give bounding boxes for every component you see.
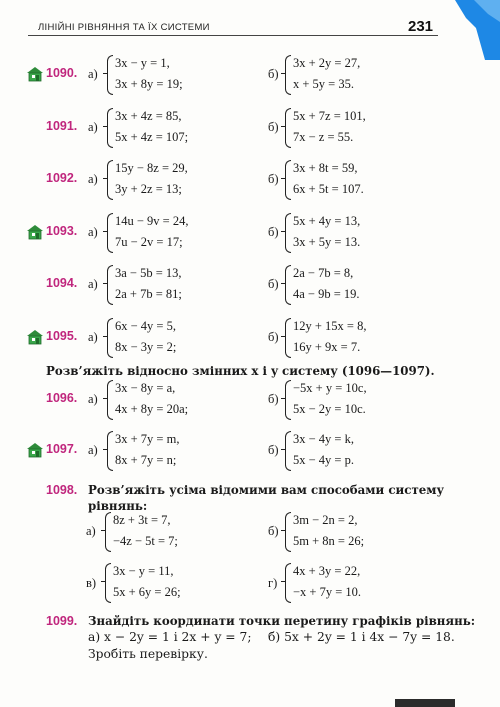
home-work-icon <box>26 224 43 240</box>
system-1098-v: 3x − y = 11, 5x + 6y = 26; <box>105 561 181 603</box>
part-g-label: г) <box>268 576 278 590</box>
problem-number: 1094. <box>46 276 78 290</box>
chapter-title: ЛІНІЙНІ РІВНЯННЯ ТА ЇХ СИСТЕМИ <box>38 22 210 33</box>
page-number: 231 <box>408 18 434 35</box>
system-part-b: −5x + y = 10c, 5x − 2y = 10c. <box>285 378 367 420</box>
problem-number: 1096. <box>46 391 78 405</box>
system-part-b: 3x − 4y = k, 5x − 4y = p. <box>285 429 354 471</box>
system-part-a: 3x + 7y = m, 8x + 7y = n; <box>107 429 179 471</box>
problem-1098-text-line1: Розв’яжіть усіма відомими вам способами систему <box>88 483 445 497</box>
system-1098-a: 8z + 3t = 7, −4z − 5t = 7; <box>105 510 178 552</box>
part-b-label: б) <box>268 119 279 134</box>
instruction-1096-1097: Розв’яжіть відносно змінних x і y систему (1096—1097). <box>46 364 435 378</box>
part-b-label: б) <box>268 524 279 538</box>
part-a-label: а) <box>88 392 98 406</box>
system-part-a: 14u − 9v = 24, 7u − 2v = 17; <box>107 211 188 253</box>
part-a-label: а) <box>88 329 98 344</box>
home-work-icon <box>26 442 43 458</box>
problem-1099-text-line3: Зробіть перевірку. <box>88 647 208 661</box>
system-part-b: 3x + 2y = 27, x + 5y = 35. <box>285 53 360 95</box>
problem-number: 1095. <box>46 328 78 343</box>
system-part-a: 3x + 4z = 85, 5x + 4z = 107; <box>107 106 188 148</box>
part-a-label: а) <box>88 119 98 134</box>
part-b-label: б) <box>268 277 279 291</box>
part-b-label: б) <box>268 172 279 186</box>
problem-number: 1090. <box>46 66 78 80</box>
part-v-label: в) <box>86 576 97 590</box>
system-part-a: 6x − 4y = 5, 8x − 3y = 2; <box>107 316 176 358</box>
problem-1099-text-line1: Знайдіть координати точки перетину графіків рівнянь: <box>88 614 476 628</box>
part-a-label: а) <box>88 172 98 186</box>
part-b-label: б) <box>268 329 279 344</box>
problem-number: 1097. <box>46 442 78 456</box>
part-a-label: а) <box>88 224 98 239</box>
corner-decoration <box>430 0 500 60</box>
part-b-label: б) <box>268 224 279 239</box>
header-rule <box>28 35 438 36</box>
problem-number: 1092. <box>46 171 78 185</box>
part-b-label: б) <box>268 67 279 81</box>
system-part-a: 15y − 8z = 29, 3y + 2z = 13; <box>107 158 188 200</box>
part-b-label: б) <box>268 443 279 457</box>
system-part-b: 3x + 8t = 59, 6x + 5t = 107. <box>285 158 364 200</box>
system-part-b: 12y + 15x = 8, 16y + 9x = 7. <box>285 316 366 358</box>
part-a-label: а) <box>88 277 98 291</box>
system-part-a: 3a − 5b = 13, 2a + 7b = 81; <box>107 263 182 305</box>
problem-number-1099: 1099. <box>46 614 78 628</box>
part-b-label: б) <box>268 392 279 406</box>
home-work-icon <box>26 329 43 345</box>
problem-number: 1091. <box>46 118 78 133</box>
system-1098-b: 3m − 2n = 2, 5m + 8n = 26; <box>285 510 364 552</box>
system-part-b: 2a − 7b = 8, 4a − 9b = 19. <box>285 263 360 305</box>
problem-1099-part-b: б) 5x + 2y = 1 і 4x − 7y = 18. <box>268 630 455 644</box>
page-header <box>0 0 500 52</box>
problem-number: 1093. <box>46 223 78 238</box>
system-1098-g: 4x + 3y = 22, −x + 7y = 10. <box>285 561 361 603</box>
part-a-label: а) <box>88 443 98 457</box>
bottom-decoration <box>0 699 500 707</box>
system-part-b: 5x + 7z = 101, 7x − z = 55. <box>285 106 366 148</box>
part-a-label: а) <box>86 524 96 538</box>
part-a-label: а) <box>88 67 98 81</box>
system-part-a: 3x − 8y = a, 4x + 8y = 20a; <box>107 378 188 420</box>
problem-number-1098: 1098. <box>46 483 78 497</box>
home-work-icon <box>26 66 43 82</box>
problem-1098-text-line2: рівнянь: <box>88 499 148 513</box>
problem-1099-part-a: а) x − 2y = 1 і 2x + y = 7; <box>88 630 252 644</box>
system-part-a: 3x − y = 1, 3x + 8y = 19; <box>107 53 183 95</box>
system-part-b: 5x + 4y = 13, 3x + 5y = 13. <box>285 211 360 253</box>
